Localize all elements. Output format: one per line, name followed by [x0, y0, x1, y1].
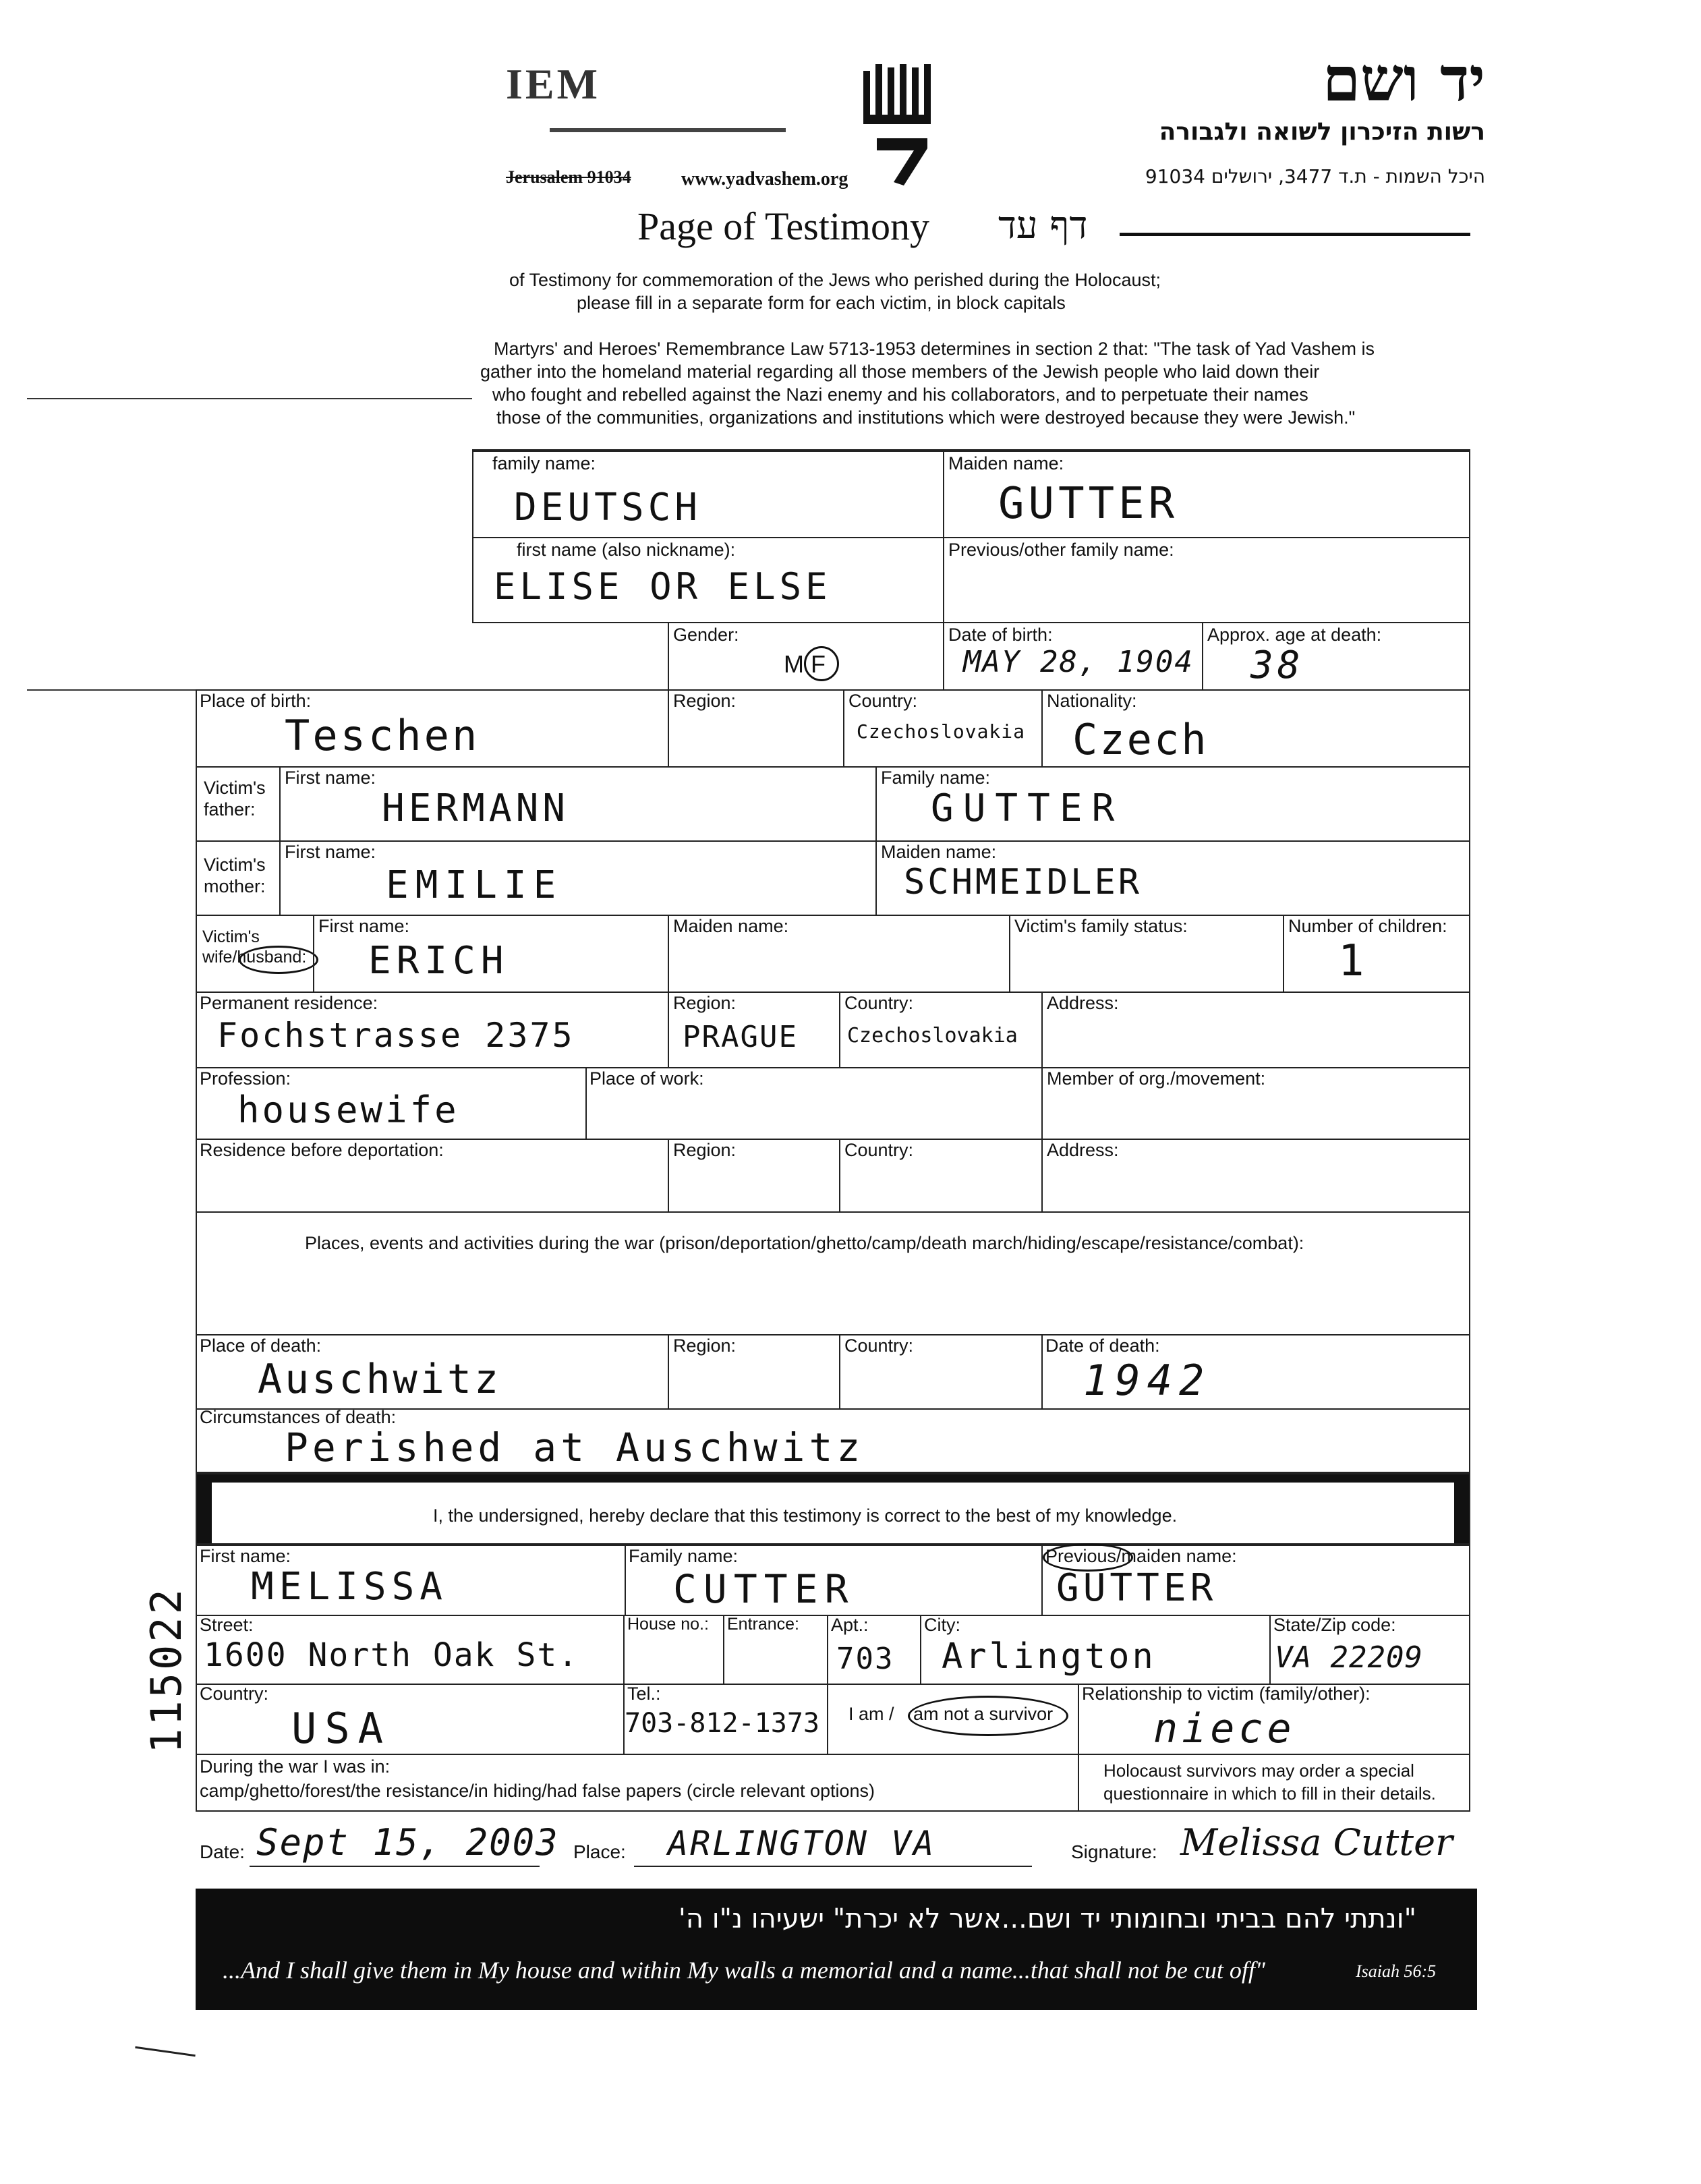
maiden-name-label: Maiden name: — [948, 453, 1064, 473]
father-first-name-value: HERMANN — [382, 786, 570, 830]
house-no-cell[interactable] — [623, 1615, 724, 1685]
date-of-death-value: 1942 — [1083, 1356, 1211, 1405]
place-value: ARLINGTON VA — [668, 1824, 936, 1863]
apt-label: Apt.: — [831, 1615, 869, 1635]
first-name-nick-label: first name (also nickname): — [517, 540, 736, 560]
permanent-residence-cell[interactable] — [196, 992, 669, 1068]
survivors-note-cell — [1078, 1754, 1470, 1812]
title-rule — [1120, 233, 1470, 236]
deportation-address-label: Address: — [1047, 1140, 1119, 1160]
mother-maiden-name-label: Maiden name: — [881, 842, 997, 862]
submitter-country-label: Country: — [200, 1684, 269, 1704]
i-am-label: I am / — [848, 1704, 894, 1724]
survivors-note-line-2: questionnaire in which to fill in their details. — [1103, 1783, 1436, 1804]
birth-country-label: Country: — [848, 691, 918, 711]
place-of-birth-value: Teschen — [285, 711, 480, 760]
entrance-cell[interactable] — [723, 1615, 828, 1685]
victims-father-label: Victim's father: — [204, 778, 266, 820]
residence-region-label: Region: — [673, 993, 737, 1013]
date-of-birth-cell[interactable] — [943, 622, 1203, 691]
during-war-label: During the war I was in: — [200, 1756, 391, 1777]
hebrew-title: יד ושם — [1322, 44, 1485, 115]
father-family-name-value: GUTTER — [931, 786, 1124, 830]
tel-cell[interactable] — [623, 1684, 828, 1755]
spouse-maiden-name-cell[interactable] — [668, 915, 1010, 993]
city-value: Arlington — [942, 1636, 1156, 1677]
victims-spouse-heading-cell — [196, 915, 314, 993]
submitter-first-name-cell[interactable] — [196, 1545, 626, 1616]
gender-label: Gender: — [673, 625, 739, 645]
law-line-2: gather into the homeland material regarding all those members of the Jewish people who laid down their — [480, 362, 1320, 382]
date-value: Sept 15, 2003 — [256, 1821, 559, 1864]
member-org-label: Member of org./movement: — [1047, 1068, 1266, 1089]
city-cell[interactable] — [920, 1615, 1271, 1685]
law-line-3: who fought and rebelled against the Nazi enemy and his collaborators, and to perpetuate their names — [492, 384, 1308, 405]
father-family-name-cell[interactable] — [875, 766, 1470, 842]
previous-family-name-label: Previous/other family name: — [948, 540, 1174, 560]
profession-value: housewife — [237, 1089, 459, 1131]
state-zip-value: VA 22209 — [1275, 1640, 1423, 1675]
law-line-1: Martyrs' and Heroes' Remembrance Law 5713-1953 determines in section 2 that: "The task of Yad Vashem is — [494, 339, 1375, 359]
place-of-work-cell[interactable] — [585, 1067, 1043, 1140]
deportation-region-label: Region: — [673, 1140, 737, 1160]
places-events-label: Places, events and activities during the war (prison/deportation/ghetto/camp/death march/hiding/escape/resistance/combat): — [305, 1233, 1304, 1253]
approx-age-label: Approx. age at death: — [1207, 625, 1382, 645]
submitter-previous-name-value: GUTTER — [1056, 1566, 1217, 1610]
place-of-death-cell[interactable] — [196, 1334, 669, 1410]
margin-note: 115022 — [142, 1586, 191, 1754]
survivor-circle-mark — [908, 1696, 1068, 1736]
submitter-first-name-label: First name: — [200, 1546, 291, 1566]
during-war-options: camp/ghetto/forest/the resistance/in hiding/had false papers (circle relevant options) — [200, 1781, 875, 1801]
family-name-value: DEUTSCH — [514, 486, 702, 529]
intro-line-2: please fill in a separate form for each victim, in block capitals — [577, 293, 1066, 313]
signature-label: Signature: — [1071, 1841, 1157, 1862]
first-name-value: ELISE OR ELSE — [494, 565, 832, 608]
circumstances-of-death-label: Circumstances of death: — [200, 1407, 397, 1427]
victims-spouse-label: Victim's wife/husband: — [202, 927, 307, 967]
places-events-cell[interactable] — [196, 1211, 1470, 1335]
logo-underline-strike — [550, 128, 786, 132]
margin-tick-mark — [135, 2046, 196, 2057]
tel-value: 703-812-1373 — [625, 1708, 819, 1739]
street-cell[interactable] — [196, 1615, 625, 1685]
survivor-status-cell[interactable] — [827, 1684, 1079, 1755]
hebrew-subtitle-2: היכל השמות - ת.ד 3477, ירושלים 91034 — [1145, 165, 1485, 188]
footer-banner — [196, 1889, 1477, 2010]
residence-country-cell[interactable] — [839, 992, 1043, 1068]
residence-before-deportation-cell[interactable] — [196, 1139, 669, 1213]
signature-value: Melissa Cutter — [1180, 1821, 1453, 1864]
menorah-logo-icon — [857, 64, 944, 192]
member-org-cell[interactable] — [1041, 1067, 1470, 1140]
mother-first-name-label: First name: — [285, 842, 376, 862]
submitter-family-name-cell[interactable] — [625, 1545, 1043, 1616]
relationship-cell[interactable] — [1078, 1684, 1470, 1755]
residence-country-label: Country: — [844, 993, 914, 1013]
gender-circle-mark — [804, 646, 839, 681]
declaration-bar-left-edge — [197, 1474, 212, 1543]
father-first-name-cell[interactable] — [279, 766, 877, 842]
spouse-first-name-cell[interactable] — [313, 915, 669, 993]
residence-before-deportation-label: Residence before deportation: — [200, 1140, 444, 1160]
death-region-label: Region: — [673, 1335, 737, 1356]
date-label: Date: — [200, 1841, 245, 1862]
victims-mother-label: Victim's mother: — [204, 855, 266, 896]
submitter-previous-name-label: Previous/maiden name: — [1045, 1546, 1237, 1566]
previous-family-name-cell[interactable] — [943, 537, 1470, 623]
nationality-cell[interactable] — [1041, 689, 1470, 768]
street-value: 1600 North Oak St. — [204, 1636, 579, 1674]
yad-vashem-logo: IEM — [506, 60, 600, 108]
approx-age-value: 38 — [1250, 643, 1304, 687]
margin-rule-left — [27, 398, 472, 399]
apt-value: 703 — [836, 1642, 894, 1676]
submitter-family-name-label: Family name: — [629, 1546, 739, 1566]
circumstances-of-death-value: Perished at Auschwitz — [285, 1425, 865, 1470]
number-of-children-cell[interactable] — [1283, 915, 1470, 993]
submitter-previous-name-cell[interactable] — [1041, 1545, 1470, 1616]
gender-value: M F — [784, 650, 826, 678]
website: www.yadvashem.org — [681, 169, 848, 190]
death-country-label: Country: — [844, 1335, 914, 1356]
place-of-death-label: Place of death: — [200, 1335, 322, 1356]
circumstances-of-death-cell[interactable] — [196, 1408, 1470, 1473]
family-status-label: Victim's family status: — [1014, 916, 1188, 936]
victims-father-heading-cell — [196, 766, 281, 842]
approx-age-cell[interactable] — [1202, 622, 1470, 691]
maiden-name-cell[interactable] — [943, 451, 1470, 538]
family-status-cell[interactable] — [1009, 915, 1284, 993]
place-of-birth-label: Place of birth: — [200, 691, 312, 711]
law-text-box — [472, 324, 1470, 451]
family-name-label: family name: — [492, 453, 596, 473]
spouse-maiden-name-label: Maiden name: — [673, 916, 789, 936]
residence-address-cell[interactable] — [1041, 992, 1470, 1068]
mother-first-name-cell[interactable] — [279, 840, 877, 916]
relationship-value: niece — [1153, 1705, 1296, 1752]
place-of-birth-cell[interactable] — [196, 689, 669, 768]
deportation-address-cell[interactable] — [1041, 1139, 1470, 1213]
birth-country-cell[interactable] — [843, 689, 1043, 768]
birth-region-label: Region: — [673, 691, 737, 711]
deportation-region-cell[interactable] — [668, 1139, 840, 1213]
relationship-label: Relationship to victim (family/other): — [1082, 1684, 1371, 1704]
footer-english-quote: ...And I shall give them in My house and within My walls a memorial and a name...that shall not be cut off" — [223, 1957, 1265, 1984]
gender-cell[interactable] — [668, 622, 944, 691]
father-first-name-label: First name: — [285, 768, 376, 788]
declaration-text: I, the undersigned, hereby declare that this testimony is correct to the best of my knowledge. — [433, 1505, 1178, 1526]
deportation-country-label: Country: — [844, 1140, 914, 1160]
submitter-family-name-value: CUTTER — [673, 1566, 855, 1612]
law-line-4: those of the communities, organizations and institutions which were destroyed because they were Jewish." — [496, 407, 1356, 428]
spouse-first-name-value: ERICH — [368, 939, 509, 983]
date-underline — [250, 1866, 540, 1867]
city-label: City: — [924, 1615, 960, 1635]
nationality-value: Czech — [1072, 715, 1209, 764]
house-no-label: House no.: — [627, 1615, 709, 1634]
entrance-label: Entrance: — [727, 1615, 800, 1634]
mother-first-name-value: EMILIE — [386, 863, 563, 907]
number-of-children-value: 1 — [1338, 936, 1368, 986]
street-label: Street: — [200, 1615, 254, 1635]
date-of-death-label: Date of death: — [1045, 1335, 1160, 1356]
victims-mother-heading-cell — [196, 840, 281, 916]
spouse-first-name-label: First name: — [318, 916, 410, 936]
deportation-country-cell[interactable] — [839, 1139, 1043, 1213]
place-label: Place: — [573, 1841, 626, 1862]
number-of-children-label: Number of children: — [1288, 916, 1447, 936]
place-underline — [634, 1866, 1032, 1867]
declaration-bar-top — [197, 1474, 1469, 1483]
mother-maiden-name-cell[interactable] — [875, 840, 1470, 916]
death-country-cell[interactable] — [839, 1334, 1043, 1410]
declaration-bar-right-edge — [1454, 1474, 1469, 1543]
page-title: Page of Testimony — [637, 204, 930, 248]
survivors-note-line-1: Holocaust survivors may order a special — [1103, 1760, 1414, 1781]
state-zip-label: State/Zip code: — [1273, 1615, 1396, 1635]
birth-country-value: Czechoslovakia — [857, 720, 1026, 743]
tel-label: Tel.: — [627, 1684, 661, 1704]
nationality-label: Nationality: — [1047, 691, 1137, 711]
i-am-not-label: am not a survivor — [913, 1704, 1054, 1724]
place-of-work-label: Place of work: — [589, 1068, 704, 1089]
submitter-country-value: USA — [291, 1704, 391, 1753]
residence-address-label: Address: — [1047, 993, 1119, 1013]
date-of-birth-value: MAY 28, 1904 — [963, 645, 1194, 679]
footer-hebrew-quote: "ונתתי להם בביתי ובחומותי יד ושם...אשר לא יכרת" ישעיהו נ"ו ה' — [678, 1903, 1416, 1934]
residence-region-cell[interactable] — [668, 992, 840, 1068]
footer-citation: Isaiah 56:5 — [1356, 1961, 1437, 1981]
mother-maiden-name-value: SCHMEIDLER — [904, 862, 1143, 902]
permanent-residence-value: Fochstrasse 2375 — [217, 1016, 575, 1055]
submitter-first-name-value: MELISSA — [251, 1565, 449, 1609]
hebrew-subtitle-1: רשות הזיכרון לשואה ולגבורה — [1159, 118, 1485, 146]
residence-region-value: PRAGUE — [683, 1020, 798, 1054]
date-of-death-cell[interactable] — [1041, 1334, 1470, 1410]
during-war-cell[interactable] — [196, 1754, 1079, 1812]
date-of-birth-label: Date of birth: — [948, 625, 1053, 645]
left-address: Jerusalem 91034 — [506, 167, 631, 187]
residence-country-value: Czechoslovakia — [847, 1024, 1018, 1047]
birth-region-cell[interactable] — [668, 689, 844, 768]
page-title-hebrew: דף עד — [998, 204, 1088, 248]
profession-cell[interactable] — [196, 1067, 587, 1140]
margin-rule-left-2 — [27, 689, 196, 691]
first-name-cell[interactable] — [472, 537, 944, 623]
submitter-country-cell[interactable] — [196, 1684, 625, 1755]
state-zip-cell[interactable] — [1269, 1615, 1470, 1685]
maiden-name-value: GUTTER — [998, 479, 1179, 529]
declaration-bar — [196, 1473, 1470, 1545]
intro-line-1: of Testimony for commemoration of the Jews who perished during the Holocaust; — [509, 270, 1161, 290]
permanent-residence-label: Permanent residence: — [200, 993, 378, 1013]
apt-cell[interactable] — [827, 1615, 921, 1685]
profession-label: Profession: — [200, 1068, 291, 1089]
family-name-cell[interactable] — [472, 451, 944, 538]
husband-circle-mark — [239, 946, 318, 974]
death-region-cell[interactable] — [668, 1334, 840, 1410]
place-of-death-value: Auschwitz — [258, 1356, 502, 1403]
father-family-name-label: Family name: — [881, 768, 991, 788]
